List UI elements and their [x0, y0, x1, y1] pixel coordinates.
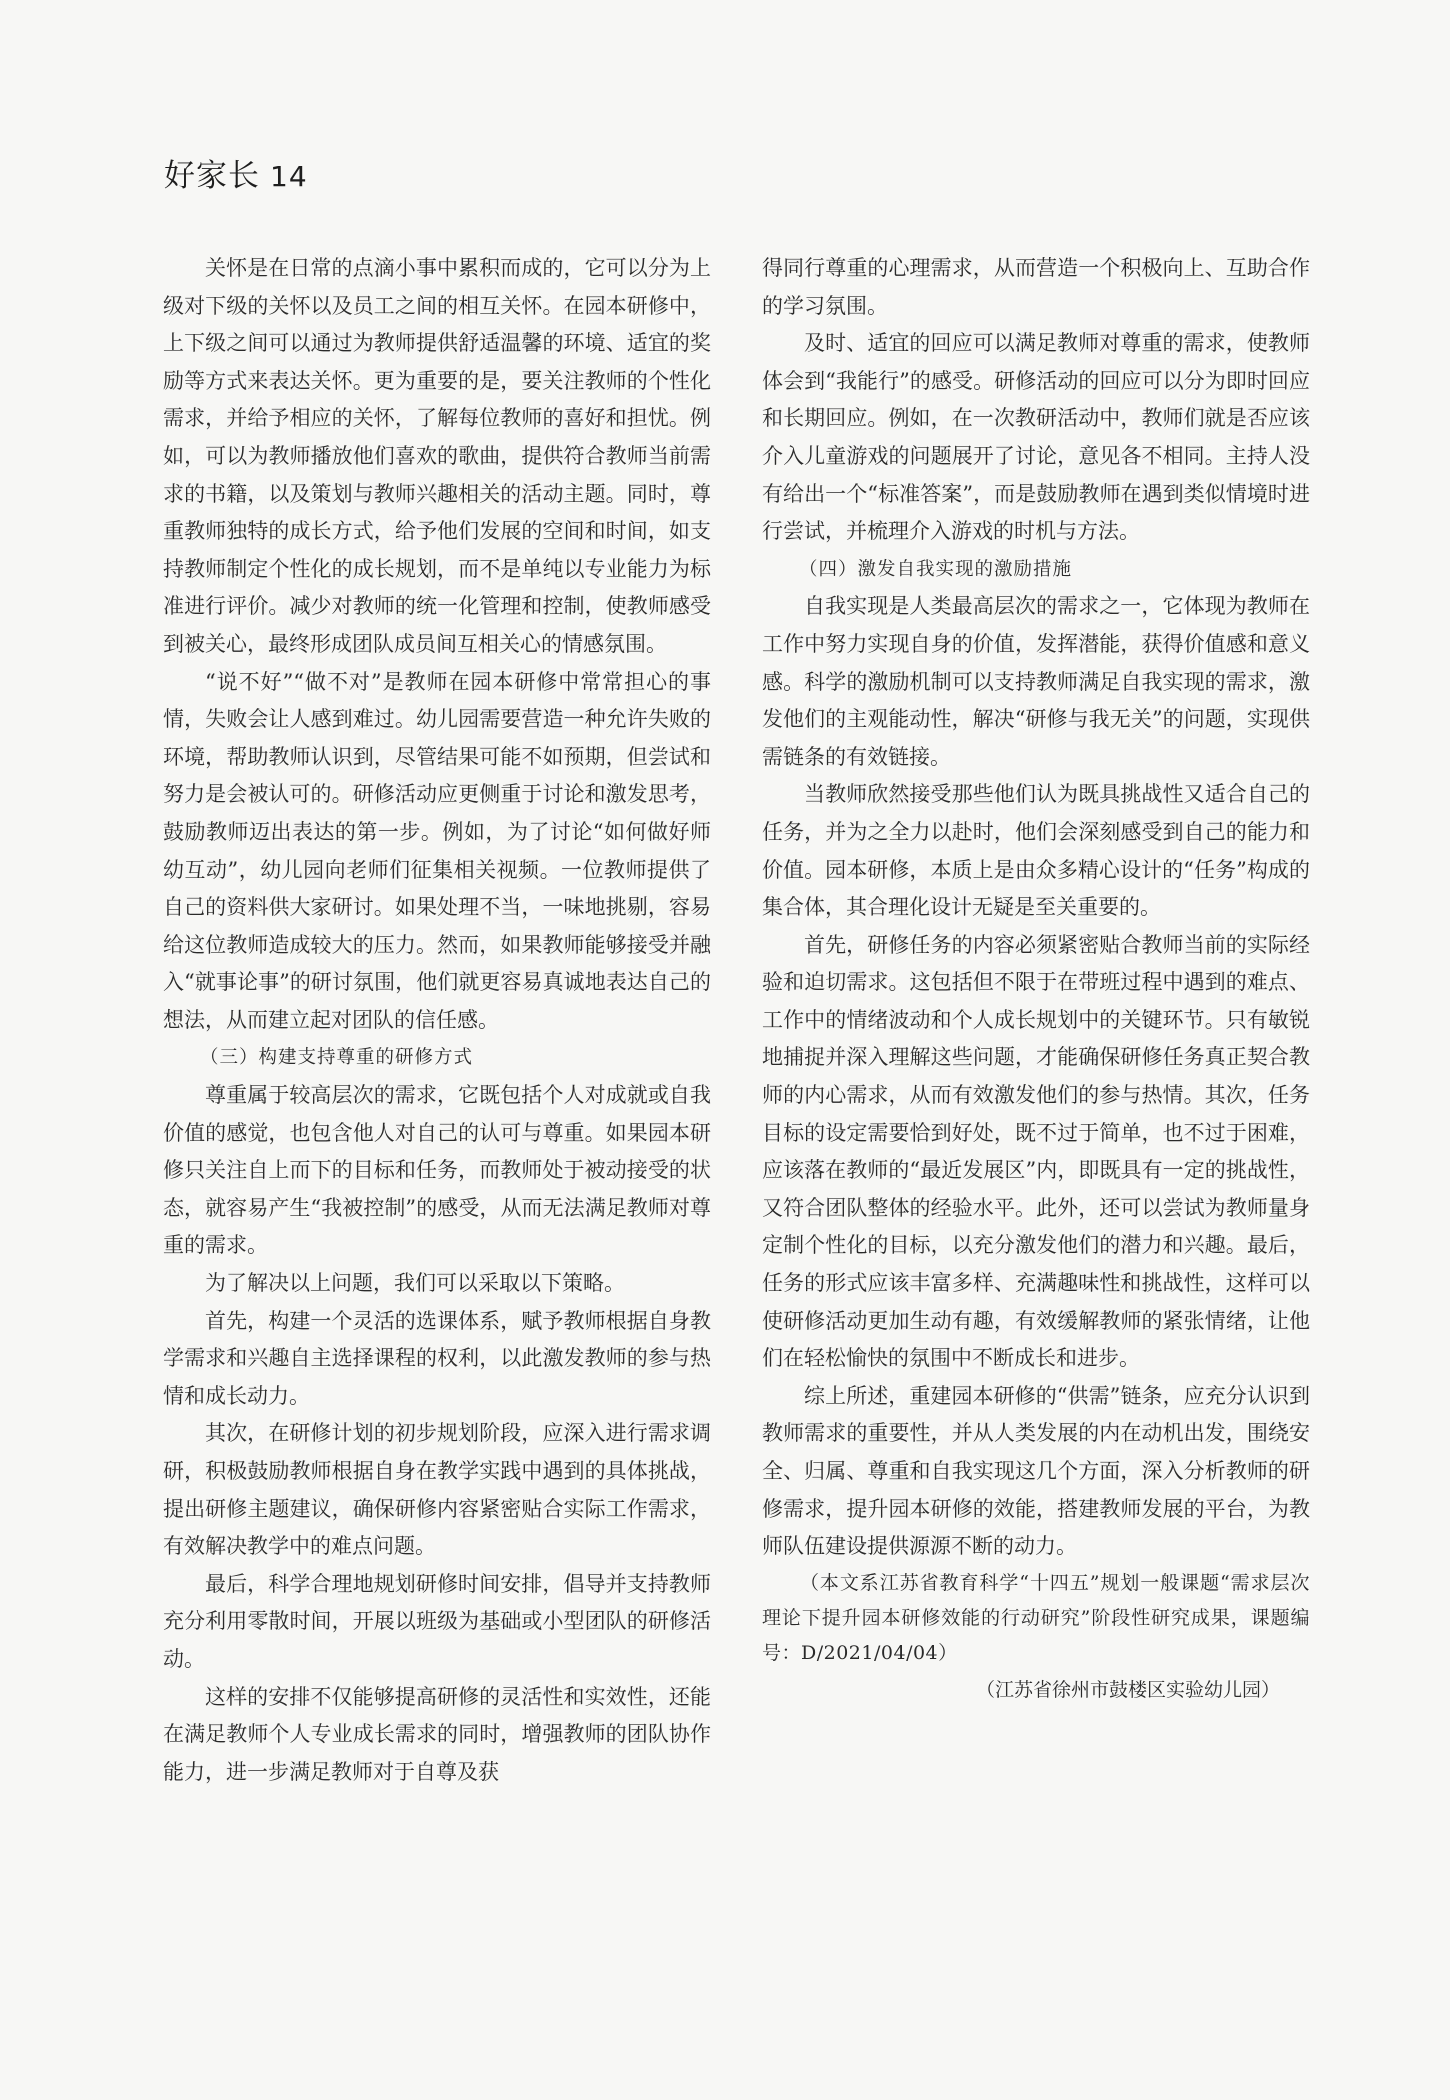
paragraph-continued: 得同行尊重的心理需求，从而营造一个积极向上、互助合作的学习氛围。 [762, 256, 1310, 318]
journal-title: 好家长 [164, 158, 260, 194]
paragraph: 最后，科学合理地规划研修时间安排，倡导并支持教师充分利用零散时间，开展以班级为基础或小型团队的研修活动。 [163, 1571, 711, 1671]
paragraph: 关怀是在日常的点滴小事中累积而成的，它可以分为上级对下级的关怀以及员工之间的相互关怀。在园本研修中，上下级之间可以通过为教师提供舒适温馨的环境、适宜的奖励等方式来表达关怀。更为重要的是，要关注教师的个性化需求，并给予相应的关怀，了解每位教师的喜好和担忧。例如，可以为教师播放他们喜欢的歌曲，提供符合教师当前需求的书籍，以及策划与教师兴趣相关的活动主题。同时，尊重教师独特的成长方式，给予他们发展的空间和时间，如支持教师制定个性化的成长规划，而不是单纯以专业能力为标准进行评价。减少对教师的统一化管理和控制，使教师感受到被关心，最终形成团队成员间互相关心的情感氛围。 [163, 256, 711, 656]
author-affiliation: （江苏省徐州市鼓楼区实验幼儿园） [975, 1678, 1280, 1701]
right-column [762, 250, 1310, 1709]
paragraph: 首先，研修任务的内容必须紧密贴合教师当前的实际经验和迫切需求。这包括但不限于在带班过程中遇到的难点、工作中的情绪波动和个人成长规划中的关键环节。只有敏锐地捕捉并深入理解这些问题，才能确保研修任务真正契合教师的内心需求，从而有效激发他们的参与热情。其次，任务目标的设定需要恰到好处，既不过于简单，也不过于困难，应该落在教师的“最近发展区”内，即既具有一定的挑战性，又符合团队整体的经验水平。此外，还可以尝试为教师量身定制个性化的目标，以充分激发他们的潜力和兴趣。最后，任务的形式应该丰富多样、充满趣味性和挑战性，这样可以使研修活动更加生动有趣，有效缓解教师的紧张情绪，让他们在轻松愉快的氛围中不断成长和进步。 [762, 932, 1310, 1371]
page-number: 14 [270, 160, 308, 193]
left-column [163, 250, 711, 1791]
paragraph: 首先，构建一个灵活的选课体系，赋予教师根据自身教学需求和兴趣自主选择课程的权利，以此激发教师的参与热情和成长动力。 [163, 1308, 711, 1408]
section-heading: （三）构建支持尊重的研修方式 [200, 1047, 474, 1069]
page-header [164, 150, 308, 195]
paragraph: 及时、适宜的回应可以满足教师对尊重的需求，使教师体会到“我能行”的感受。研修活动的回应可以分为即时回应和长期回应。例如，在一次教研活动中，教师们就是否应该介入儿童游戏的问题展开了讨论，意见各不相同。主持人没有给出一个“标准答案”，而是鼓励教师在遇到类似情境时进行尝试，并梳理介入游戏的时机与方法。 [762, 331, 1310, 544]
paragraph: 尊重属于较高层次的需求，它既包括个人对成就或自我价值的感觉，也包含他人对自己的认可与尊重。如果园本研修只关注自上而下的目标和任务，而教师处于被动接受的状态，就容易产生“我被控制”的感受，从而无法满足教师对尊重的需求。 [163, 1083, 711, 1258]
paragraph: “说不好”“做不对”是教师在园本研修中常常担心的事情，失败会让人感到难过。幼儿园需要营造一种允许失败的环境，帮助教师认识到，尽管结果可能不如预期，但尝试和努力是会被认可的。研修活动应更侧重于讨论和激发思考，鼓励教师迈出表达的第一步。例如，为了讨论“如何做好师幼互动”，幼儿园向老师们征集相关视频。一位教师提供了自己的资料供大家研讨。如果处理不当，一味地挑剔，容易给这位教师造成较大的压力。然而，如果教师能够接受并融入“就事论事”的研讨氛围，他们就更容易真诚地表达自己的想法，从而建立起对团队的信任感。 [163, 669, 711, 1032]
paragraph: 这样的安排不仅能够提高研修的灵活性和实效性，还能在满足教师个人专业成长需求的同时，增强教师的团队协作能力，进一步满足教师对于自尊及获 [163, 1684, 711, 1784]
section-heading: （四）激发自我实现的激励措施 [799, 558, 1073, 580]
paragraph: 当教师欣然接受那些他们认为既具挑战性又适合自己的任务，并为之全力以赴时，他们会深刻感受到自己的能力和价值。园本研修，本质上是由众多精心设计的“任务”构成的集合体，其合理化设计无疑是至关重要的。 [762, 782, 1310, 920]
paragraph: 自我实现是人类最高层次的需求之一，它体现为教师在工作中努力实现自身的价值，发挥潜能，获得价值感和意义感。科学的激励机制可以支持教师满足自我实现的需求，激发他们的主观能动性，解决“研修与我无关”的问题，实现供需链条的有效链接。 [762, 594, 1310, 769]
project-note: （本文系江苏省教育科学“十四五”规划一般课题“需求层次理论下提升园本研修效能的行动研究”阶段性研究成果，课题编号：D/2021/04/04） [762, 1571, 1310, 1664]
paragraph: 综上所述，重建园本研修的“供需”链条，应充分认识到教师需求的重要性，并从人类发展的内在动机出发，围绕安全、归属、尊重和自我实现这几个方面，深入分析教师的研修需求，提升园本研修的效能，搭建教师发展的平台，为教师队伍建设提供源源不断的动力。 [762, 1383, 1310, 1559]
paragraph: 为了解决以上问题，我们可以采取以下策略。 [205, 1271, 625, 1296]
paragraph: 其次，在研修计划的初步规划阶段，应深入进行需求调研，积极鼓励教师根据自身在教学实践中遇到的具体挑战，提出研修主题建议，确保研修内容紧密贴合实际工作需求，有效解决教学中的难点问题。 [163, 1421, 711, 1559]
